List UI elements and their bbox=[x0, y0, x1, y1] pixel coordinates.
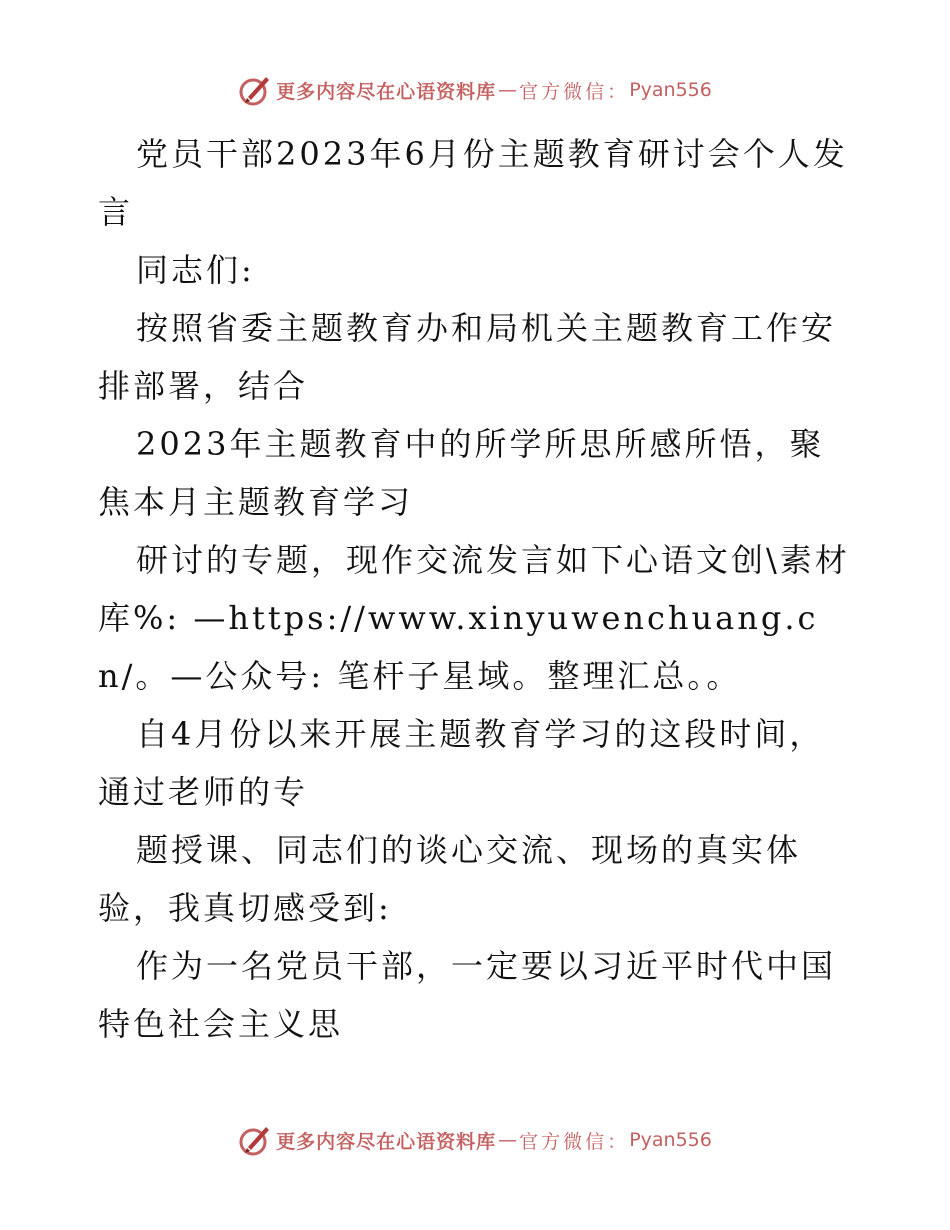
paragraph: 2023年主题教育中的所学所思所感所悟，聚焦本月主题教育学习 bbox=[98, 425, 825, 521]
quill-logo-icon bbox=[238, 73, 272, 107]
watermark-wechat-id: Pyan556 bbox=[629, 1129, 712, 1151]
quill-logo-icon bbox=[238, 1123, 272, 1157]
watermark-label: 官方微信： bbox=[519, 80, 630, 103]
document-title: 党员干部2023年6月份主题教育研讨会个人发言 bbox=[98, 135, 848, 231]
paragraph: 自4月份以来开展主题教育学习的这段时间，通过老师的专 bbox=[98, 715, 825, 811]
watermark-wechat-id: Pyan556 bbox=[629, 79, 712, 101]
paragraph: 研讨的专题，现作交流发言如下心语文创\素材库%: —https://www.xinyuwenchuang.cn/。—公众号: 笔杆子星域。整理汇总。。 bbox=[98, 541, 850, 695]
paragraph: 作为一名党员干部，一定要以习近平时代中国特色社会主义思 bbox=[98, 947, 837, 1043]
watermark-separator: — bbox=[498, 1129, 518, 1151]
paragraph: 按照省委主题教育办和局机关主题教育工作安排部署，结合 bbox=[98, 309, 837, 405]
watermark-main-text: 更多内容尽在心语资料库 bbox=[276, 80, 497, 103]
watermark-separator: — bbox=[498, 79, 518, 101]
document-body bbox=[98, 125, 858, 1053]
watermark-label: 官方微信： bbox=[519, 1130, 630, 1153]
header-watermark bbox=[0, 70, 950, 110]
salutation: 同志们: bbox=[136, 251, 255, 289]
footer-watermark bbox=[0, 1120, 950, 1160]
watermark-main-text: 更多内容尽在心语资料库 bbox=[276, 1130, 497, 1153]
paragraph: 题授课、同志们的谈心交流、现场的真实体验，我真切感受到: bbox=[98, 831, 802, 927]
